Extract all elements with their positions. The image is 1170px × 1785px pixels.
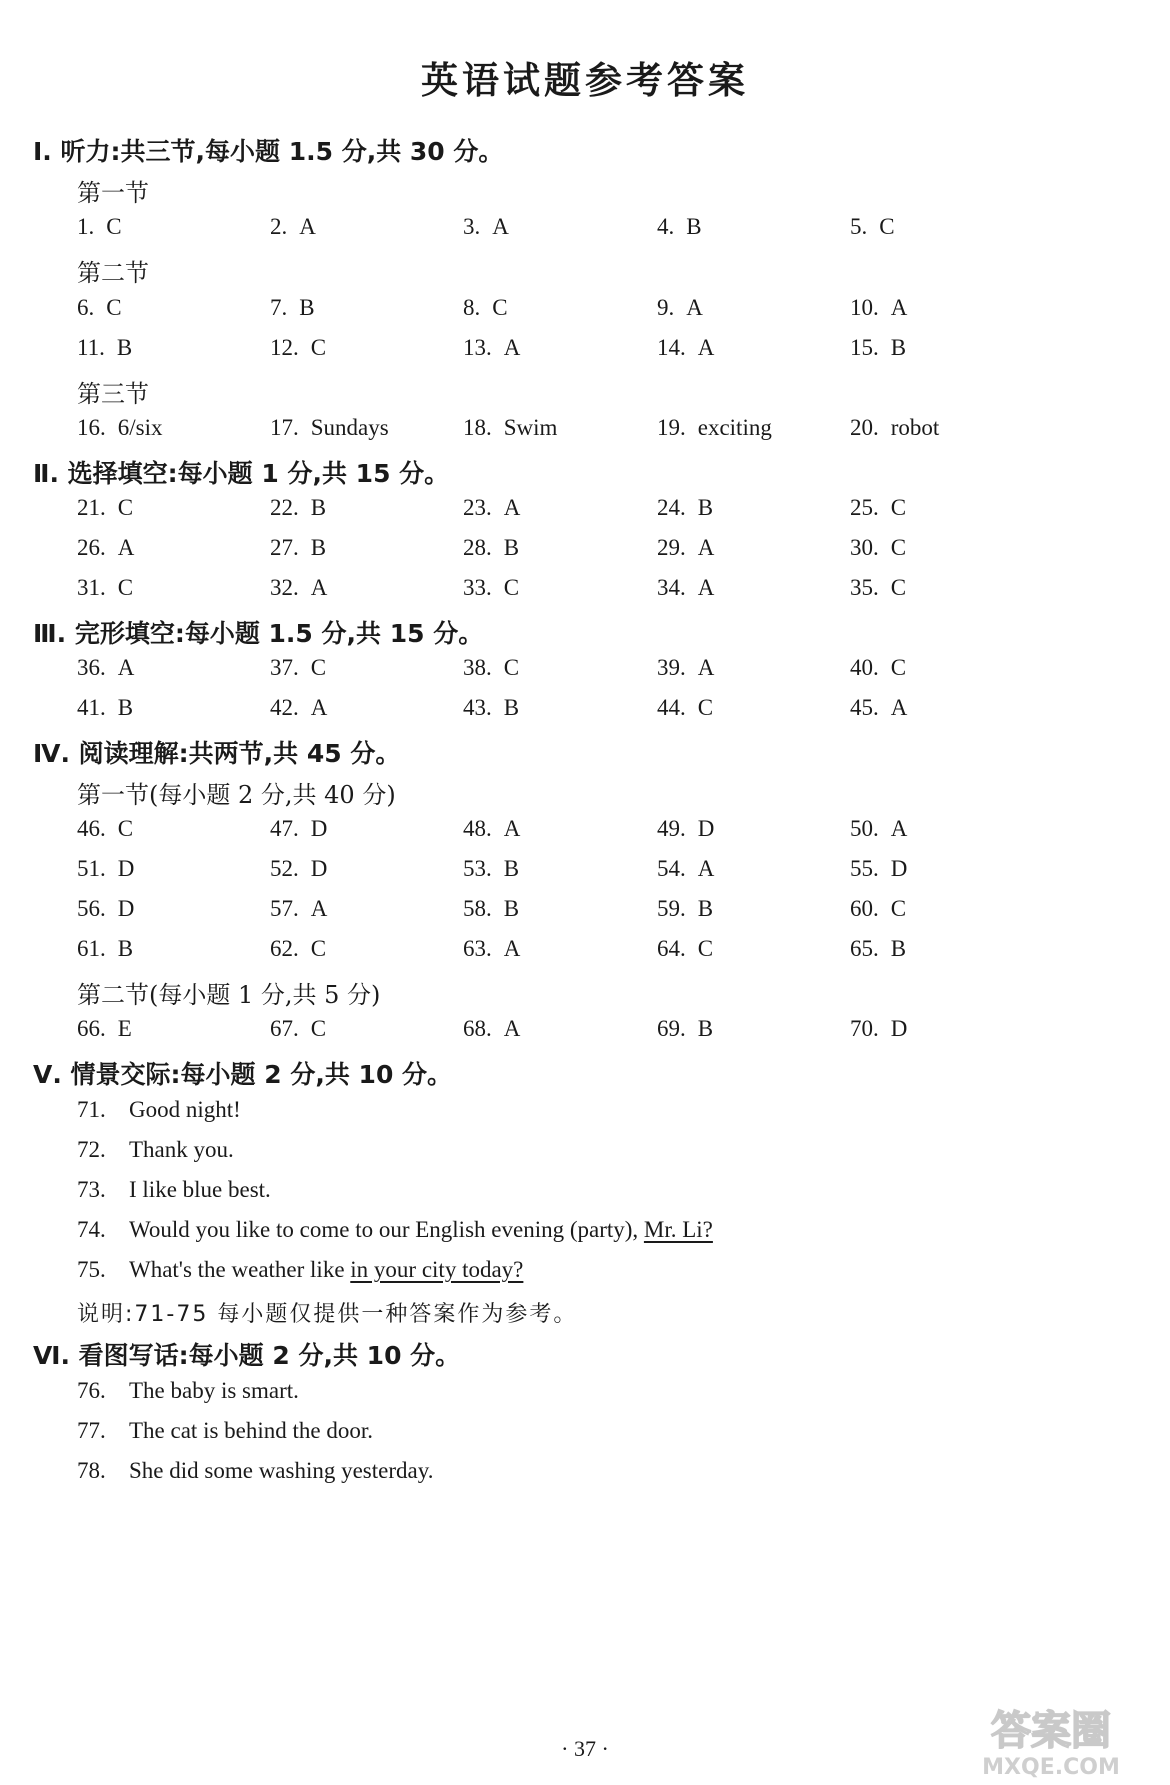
section-5-heading: Ⅴ. 情景交际:每小题 2 分,共 10 分。	[33, 1060, 453, 1089]
answer-cell	[270, 655, 326, 681]
question-number: 13.	[463, 335, 492, 360]
question-number: 53.	[463, 856, 492, 881]
answer-cell	[463, 575, 519, 601]
question-number: 55.	[850, 856, 879, 881]
answer-cell	[77, 856, 134, 882]
answer-cell	[270, 1016, 326, 1042]
answer-cell	[77, 495, 133, 521]
answer-value: A	[686, 295, 703, 320]
answer-value: A	[492, 214, 509, 239]
question-number: 17.	[270, 415, 299, 440]
question-number: 36.	[77, 655, 106, 680]
watermark-logo-icon	[946, 1700, 1156, 1780]
answer-value: B	[890, 936, 907, 961]
answer-value: B	[503, 535, 520, 560]
question-number: 69.	[657, 1016, 686, 1041]
answer-cell	[77, 936, 133, 962]
answer-cell	[850, 816, 907, 842]
underlined-answer: in your city today?	[350, 1257, 524, 1282]
answer-cell	[463, 816, 520, 842]
answer-value: D	[890, 856, 908, 881]
question-number: 45.	[850, 695, 879, 720]
answer-cell	[77, 695, 133, 721]
answer-cell	[850, 415, 939, 441]
question-number: 16.	[77, 415, 106, 440]
question-number: 10.	[850, 295, 879, 320]
answer-value: 6/six	[117, 415, 163, 440]
answer-text: I like blue best.	[129, 1177, 271, 1202]
question-number: 11.	[77, 335, 105, 360]
question-number: 31.	[77, 575, 106, 600]
answer-cell	[463, 335, 520, 361]
question-number: 9.	[657, 295, 675, 320]
answer-cell	[463, 295, 508, 321]
answer-value: A	[697, 335, 715, 360]
question-number: 76.	[77, 1378, 106, 1403]
question-number: 26.	[77, 535, 106, 560]
section-4-part-2-label: 第二节(每小题 1 分,共 5 分)	[77, 981, 381, 1009]
answer-value: D	[310, 816, 328, 841]
answer-cell	[270, 856, 327, 882]
answer-cell	[657, 335, 714, 361]
answer-value: A	[310, 896, 328, 921]
answer-value: A	[697, 655, 715, 680]
answer-value: B	[697, 1016, 714, 1041]
question-number: 38.	[463, 655, 492, 680]
underlined-answer: Mr. Li?	[643, 1217, 713, 1242]
question-number: 78.	[77, 1458, 106, 1483]
answer-text: The baby is smart.	[129, 1378, 299, 1403]
question-number: 72.	[77, 1137, 106, 1162]
answer-value: B	[117, 695, 134, 720]
question-number: 22.	[270, 495, 299, 520]
question-number: 18.	[463, 415, 492, 440]
answer-cell	[270, 535, 326, 561]
answer-sentence-76	[77, 1378, 299, 1404]
answer-cell	[463, 415, 557, 441]
question-number: 58.	[463, 896, 492, 921]
answer-value: C	[890, 575, 907, 600]
page-title: 英语试题参考答案	[421, 59, 749, 102]
answer-cell	[77, 896, 134, 922]
answer-cell	[270, 936, 326, 962]
question-number: 32.	[270, 575, 299, 600]
section-4-heading: Ⅳ. 阅读理解:共两节,共 45 分。	[33, 739, 401, 768]
answer-value: A	[697, 575, 715, 600]
question-number: 63.	[463, 936, 492, 961]
question-number: 7.	[270, 295, 288, 320]
answer-cell	[850, 1016, 907, 1042]
answer-value: A	[310, 695, 328, 720]
answer-value: C	[503, 575, 520, 600]
answer-text: The cat is behind the door.	[129, 1418, 373, 1443]
answer-value: A	[310, 575, 328, 600]
section-3-heading: Ⅲ. 完形填空:每小题 1.5 分,共 15 分。	[33, 619, 484, 648]
question-number: 74.	[77, 1217, 106, 1242]
answer-value: C	[310, 936, 327, 961]
answer-row	[0, 1016, 1170, 1050]
question-number: 67.	[270, 1016, 299, 1041]
section-1-heading: Ⅰ. 听力:共三节,每小题 1.5 分,共 30 分。	[33, 137, 504, 166]
question-number: 59.	[657, 896, 686, 921]
answer-cell	[850, 695, 907, 721]
question-number: 28.	[463, 535, 492, 560]
answer-cell	[77, 295, 122, 321]
answer-cell	[850, 214, 895, 240]
question-number: 65.	[850, 936, 879, 961]
answer-cell	[463, 495, 520, 521]
answer-value: Swim	[503, 415, 558, 440]
answer-value: A	[890, 816, 908, 841]
answer-cell	[270, 495, 326, 521]
answer-cell	[77, 415, 162, 441]
question-number: 23.	[463, 495, 492, 520]
question-number: 5.	[850, 214, 868, 239]
question-number: 20.	[850, 415, 879, 440]
answer-value: B	[697, 896, 714, 921]
answer-cell	[77, 816, 133, 842]
question-number: 49.	[657, 816, 686, 841]
answer-cell	[270, 214, 316, 240]
question-number: 12.	[270, 335, 299, 360]
answer-value: B	[503, 695, 520, 720]
question-number: 41.	[77, 695, 106, 720]
question-number: 52.	[270, 856, 299, 881]
answer-value: A	[890, 295, 908, 320]
answer-cell	[850, 936, 906, 962]
answer-value: C	[117, 495, 134, 520]
answer-row	[0, 655, 1170, 689]
answer-value: A	[117, 535, 135, 560]
answer-cell	[657, 695, 713, 721]
answer-value: A	[697, 535, 715, 560]
answer-value: A	[890, 695, 908, 720]
answer-value: D	[890, 1016, 908, 1041]
question-number: 40.	[850, 655, 879, 680]
question-number: 4.	[657, 214, 675, 239]
answer-cell	[657, 1016, 713, 1042]
answer-cell	[657, 495, 713, 521]
question-number: 30.	[850, 535, 879, 560]
answer-cell	[850, 335, 906, 361]
answer-value: C	[890, 495, 907, 520]
answer-cell	[850, 856, 907, 882]
question-number: 57.	[270, 896, 299, 921]
page-number: · 37 ·	[561, 1736, 609, 1761]
answer-value: A	[503, 335, 521, 360]
answer-value: A	[503, 936, 521, 961]
question-number: 50.	[850, 816, 879, 841]
answer-cell	[77, 214, 122, 240]
answer-cell	[270, 575, 327, 601]
question-number: 66.	[77, 1016, 106, 1041]
question-number: 46.	[77, 816, 106, 841]
answer-cell	[657, 856, 714, 882]
answer-row	[0, 415, 1170, 449]
answer-sentence-71	[77, 1097, 241, 1123]
answer-value: C	[879, 214, 895, 239]
question-number: 14.	[657, 335, 686, 360]
answer-value: B	[503, 856, 520, 881]
question-number: 37.	[270, 655, 299, 680]
answer-value: C	[117, 816, 134, 841]
answer-row	[0, 695, 1170, 729]
answer-cell	[657, 575, 714, 601]
answer-cell	[657, 295, 703, 321]
question-number: 61.	[77, 936, 106, 961]
question-number: 44.	[657, 695, 686, 720]
question-number: 33.	[463, 575, 492, 600]
answer-row	[0, 495, 1170, 529]
answer-cell	[657, 415, 772, 441]
answer-cell	[463, 535, 519, 561]
answer-sentence-72	[77, 1137, 234, 1163]
answer-value: Sundays	[310, 415, 389, 440]
answer-row	[0, 295, 1170, 329]
question-number: 35.	[850, 575, 879, 600]
answer-value: B	[503, 896, 520, 921]
question-number: 19.	[657, 415, 686, 440]
answer-value: D	[117, 896, 135, 921]
answer-value: B	[116, 335, 133, 360]
section-4-part-1-label: 第一节(每小题 2 分,共 40 分)	[77, 781, 396, 809]
answer-value: A	[117, 655, 135, 680]
answer-cell	[463, 655, 519, 681]
answer-cell	[850, 295, 907, 321]
answer-cell	[270, 415, 389, 441]
question-number: 6.	[77, 295, 95, 320]
question-number: 2.	[270, 214, 288, 239]
section-1-part-2-label: 第二节	[77, 259, 149, 287]
answer-cell	[77, 1016, 132, 1042]
answer-value: B	[890, 335, 907, 360]
answer-text: What's the weather like	[129, 1257, 351, 1282]
answer-value: C	[310, 335, 327, 360]
answer-cell	[463, 1016, 520, 1042]
answer-cell	[657, 655, 714, 681]
question-number: 42.	[270, 695, 299, 720]
answer-value: D	[697, 816, 715, 841]
answer-row	[0, 936, 1170, 970]
question-number: 70.	[850, 1016, 879, 1041]
answer-cell	[270, 295, 315, 321]
answer-row	[0, 335, 1170, 369]
answer-value: exciting	[697, 415, 772, 440]
question-number: 77.	[77, 1418, 106, 1443]
answer-cell	[850, 655, 906, 681]
answer-value: B	[117, 936, 134, 961]
question-number: 73.	[77, 1177, 106, 1202]
question-number: 75.	[77, 1257, 106, 1282]
answer-row	[0, 856, 1170, 890]
answer-cell	[657, 896, 713, 922]
answer-cell	[850, 575, 906, 601]
section-6-heading: Ⅵ. 看图写话:每小题 2 分,共 10 分。	[33, 1341, 461, 1370]
question-number: 15.	[850, 335, 879, 360]
answer-value: A	[503, 1016, 521, 1041]
answer-value: E	[117, 1016, 132, 1041]
question-number: 25.	[850, 495, 879, 520]
answer-cell	[463, 856, 519, 882]
answer-value: D	[117, 856, 135, 881]
answer-text: Would you like to come to our English evening (party),	[129, 1217, 644, 1242]
answer-value: C	[890, 655, 907, 680]
answer-value: C	[117, 575, 134, 600]
answer-cell	[270, 816, 327, 842]
answer-value: C	[697, 695, 714, 720]
answer-cell	[850, 495, 906, 521]
watermark-url-text: MXQE.COM	[982, 1755, 1120, 1780]
answer-value: D	[310, 856, 328, 881]
question-number: 64.	[657, 936, 686, 961]
answer-sentence-75	[77, 1257, 523, 1283]
answer-value: B	[686, 214, 702, 239]
question-number: 24.	[657, 495, 686, 520]
question-number: 21.	[77, 495, 106, 520]
question-number: 54.	[657, 856, 686, 881]
answer-value: C	[697, 936, 714, 961]
answer-value: C	[106, 295, 122, 320]
answer-row	[0, 535, 1170, 569]
answer-cell	[657, 816, 714, 842]
answer-value: A	[697, 856, 715, 881]
answer-value: A	[299, 214, 316, 239]
answer-value: B	[697, 495, 714, 520]
answer-cell	[77, 575, 133, 601]
answer-value: C	[106, 214, 122, 239]
answer-cell	[850, 896, 906, 922]
answer-value: A	[503, 495, 521, 520]
question-number: 47.	[270, 816, 299, 841]
question-number: 27.	[270, 535, 299, 560]
answer-value: B	[310, 535, 327, 560]
question-number: 51.	[77, 856, 106, 881]
answer-row	[0, 896, 1170, 930]
question-number: 71.	[77, 1097, 106, 1122]
answer-value: B	[299, 295, 315, 320]
section-1-part-1-label: 第一节	[77, 179, 149, 207]
answer-row	[0, 575, 1170, 609]
answer-sentence-73	[77, 1177, 271, 1203]
answer-sentence-77	[77, 1418, 373, 1444]
answer-value: C	[890, 896, 907, 921]
section-2-heading: Ⅱ. 选择填空:每小题 1 分,共 15 分。	[33, 459, 450, 488]
answer-cell	[657, 936, 713, 962]
answer-text: She did some washing yesterday.	[129, 1458, 434, 1483]
answer-cell	[463, 214, 509, 240]
watermark-logo-text: 答案圈	[991, 1708, 1111, 1754]
question-number: 43.	[463, 695, 492, 720]
answer-cell	[77, 335, 132, 361]
question-number: 68.	[463, 1016, 492, 1041]
answer-row	[0, 214, 1170, 248]
answer-cell	[270, 335, 326, 361]
answer-value: B	[310, 495, 327, 520]
answer-value: robot	[890, 415, 940, 440]
answer-sentence-74	[77, 1217, 713, 1243]
question-number: 34.	[657, 575, 686, 600]
answer-value: C	[492, 295, 508, 320]
answer-cell	[270, 896, 327, 922]
answer-cell	[77, 535, 134, 561]
answer-text: Thank you.	[129, 1137, 234, 1162]
question-number: 1.	[77, 214, 95, 239]
answer-value: C	[890, 535, 907, 560]
answer-cell	[657, 535, 714, 561]
answer-value: A	[503, 816, 521, 841]
question-number: 56.	[77, 896, 106, 921]
section-1-part-3-label: 第三节	[77, 380, 149, 408]
answer-cell	[850, 535, 906, 561]
answer-sentence-78	[77, 1458, 433, 1484]
question-number: 8.	[463, 295, 481, 320]
answer-cell	[270, 695, 327, 721]
answer-value: C	[310, 1016, 327, 1041]
answer-row	[0, 816, 1170, 850]
answer-value: C	[310, 655, 327, 680]
answer-value: C	[503, 655, 520, 680]
question-number: 29.	[657, 535, 686, 560]
answer-cell	[463, 896, 519, 922]
question-number: 60.	[850, 896, 879, 921]
answer-cell	[657, 214, 702, 240]
question-number: 39.	[657, 655, 686, 680]
answer-cell	[463, 695, 519, 721]
question-number: 48.	[463, 816, 492, 841]
question-number: 62.	[270, 936, 299, 961]
section-5-note: 说明:71-75 每小题仅提供一种答案作为参考。	[77, 1302, 578, 1327]
answer-cell	[463, 936, 520, 962]
question-number: 3.	[463, 214, 481, 239]
answer-cell	[77, 655, 134, 681]
answer-text: Good night!	[129, 1097, 241, 1122]
